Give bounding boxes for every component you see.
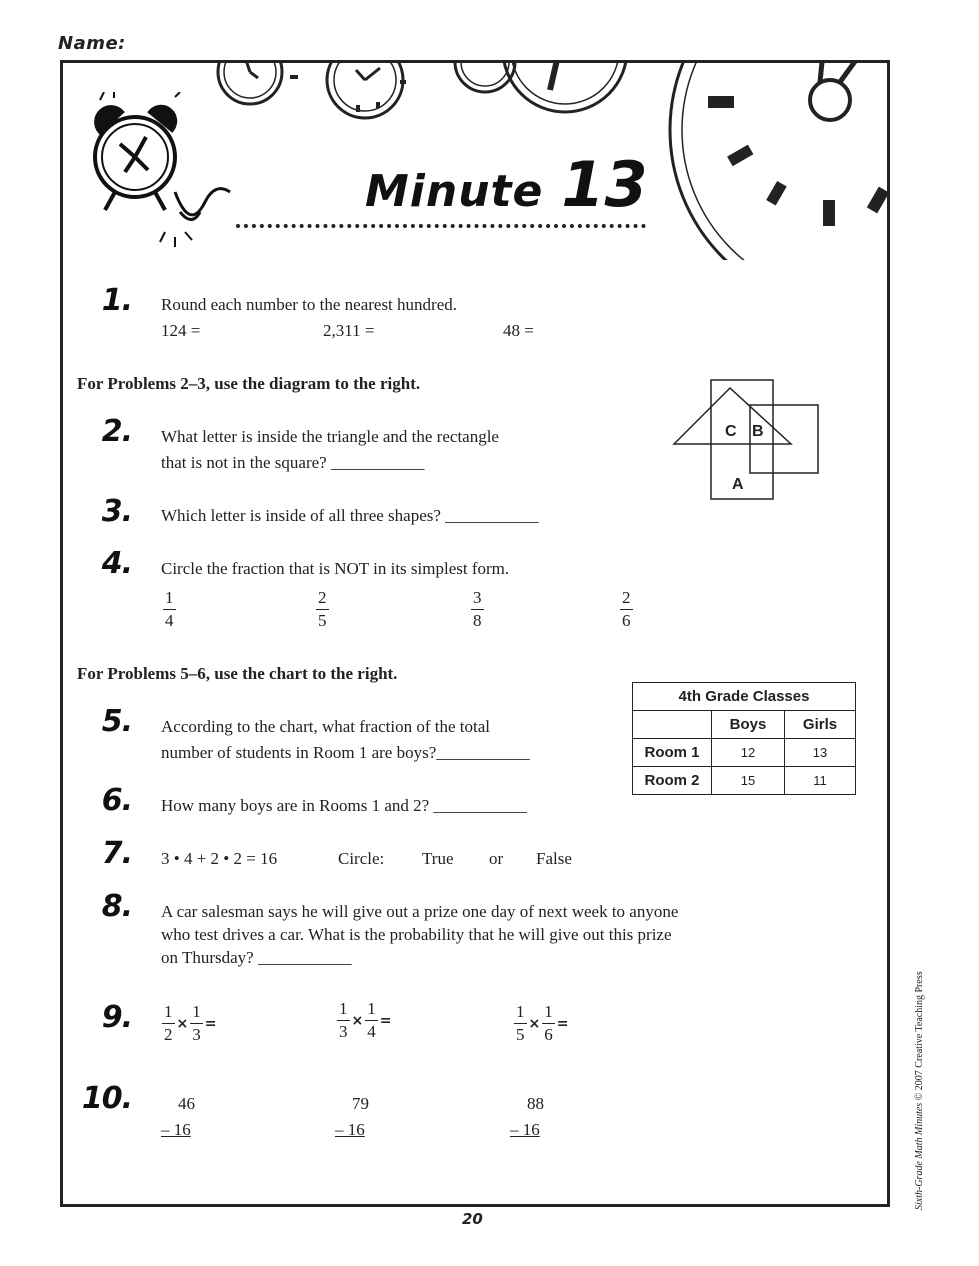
denominator: 6 [622,611,631,630]
problem-7-or: or [489,849,504,868]
title-dotted-line [236,224,646,228]
fraction: $\frac{1}{3}$ [192,1002,201,1044]
problem-number: 7. [101,836,132,871]
problem-number: 6. [101,783,132,818]
classes-chart [632,682,856,795]
chart-cell: 12 [712,739,785,767]
subtraction-top: 79 [352,1094,369,1113]
problem-7-circle-label: Circle: [338,849,385,868]
diagram-label-c: C [725,423,737,440]
title-word: Minute [365,166,544,217]
multiply-expression [337,998,393,1043]
book-title: Sixth-Grade Math Minutes [914,1102,925,1210]
multiply-expression [514,1001,570,1046]
multiply-expression [162,1001,218,1046]
problem-8-line: who test drives a car. What is the probability that he will give out this prize [161,925,672,944]
denominator: 8 [473,611,482,630]
problem-number: 2. [101,414,132,449]
problem-number: 10. [81,1081,132,1116]
equals-sign: = [204,1015,217,1032]
page-title [365,148,648,221]
problem-1-text: Round each number to the nearest hundred. [161,295,457,314]
chart-column-header: Girls [785,711,856,739]
problem-8-line: on Thursday? ___________ [161,948,352,967]
subtraction-top: 88 [527,1094,544,1113]
problem-4-text: Circle the fraction that is NOT in its simplest form. [161,559,510,578]
fraction-option[interactable] [471,587,484,632]
alarm-clock-icon [80,92,250,252]
chart-corner-cell [633,711,712,739]
times-sign: × [351,1012,364,1029]
numerator: 3 [471,587,484,610]
problem-1-item: 124 = [161,321,201,340]
subtraction-top: 46 [178,1094,195,1113]
denominator: 4 [165,611,174,630]
chart-cell: 11 [785,767,856,795]
problem-2-line: What letter is inside the triangle and the rectangle [161,427,499,446]
problem-1-item: 48 = [503,321,534,340]
problem-2-line: that is not in the square? ___________ [161,453,425,472]
copyright-text: © 2007 Creative Teaching Press [914,971,925,1103]
problem-number: 8. [101,889,132,924]
problem-3-text: Which letter is inside of all three shapes? ___________ [161,506,539,525]
fraction: $\frac{1}{4}$ [367,999,376,1041]
problem-8-line: A car salesman says he will give out a prize one day of next week to anyone [161,902,679,921]
chart-column-header: Boys [712,711,785,739]
true-option[interactable]: True [422,849,454,868]
problem-6-text: How many boys are in Rooms 1 and 2? ___________ [161,796,527,815]
chart-cell: 13 [785,739,856,767]
section-header: For Problems 2–3, use the diagram to the right. [77,374,421,393]
times-sign: × [528,1015,541,1032]
shapes-diagram [668,376,824,506]
subtraction-bottom: – 16 [335,1120,365,1139]
problem-7-expression: 3 • 4 + 2 • 2 = 16 [161,849,278,868]
fraction: $\frac{1}{2}$ [164,1002,173,1044]
subtraction-bottom: – 16 [161,1120,191,1139]
copyright-credit [914,971,925,1210]
problem-number: 1. [101,283,132,318]
chart-cell: 15 [712,767,785,795]
fraction-option[interactable] [163,587,176,632]
problem-5-line: According to the chart, what fraction of the total [161,717,491,736]
equals-sign: = [379,1012,392,1029]
times-sign: × [176,1015,189,1032]
numerator: 2 [620,587,633,610]
problem-number: 9. [101,1000,132,1035]
name-label: Name: [58,33,126,54]
chart-row-label: Room 1 [633,739,712,767]
diagram-label-a: A [732,476,744,493]
fraction-option[interactable] [620,587,633,632]
numerator: 2 [316,587,329,610]
problem-1-item: 2,311 = [323,321,375,340]
page-number: 20 [462,1210,483,1228]
denominator: 5 [318,611,327,630]
fraction-option[interactable] [316,587,329,632]
fraction: $\frac{1}{5}$ [516,1002,525,1044]
fraction: $\frac{1}{6}$ [544,1002,553,1044]
chart-row-label: Room 2 [633,767,712,795]
subtraction-bottom: – 16 [510,1120,540,1139]
diagram-label-b: B [752,423,764,440]
equals-sign: = [556,1015,569,1032]
problem-number: 5. [101,704,132,739]
title-number: 13 [561,148,648,221]
section-header: For Problems 5–6, use the chart to the right. [77,664,398,683]
chart-title: 4th Grade Classes [633,683,856,711]
fraction: $\frac{1}{3}$ [339,999,348,1041]
numerator: 1 [163,587,176,610]
problem-5-line: number of students in Room 1 are boys?___________ [161,743,530,762]
false-option[interactable]: False [536,849,572,868]
problem-number: 4. [101,546,132,581]
problem-number: 3. [101,494,132,529]
